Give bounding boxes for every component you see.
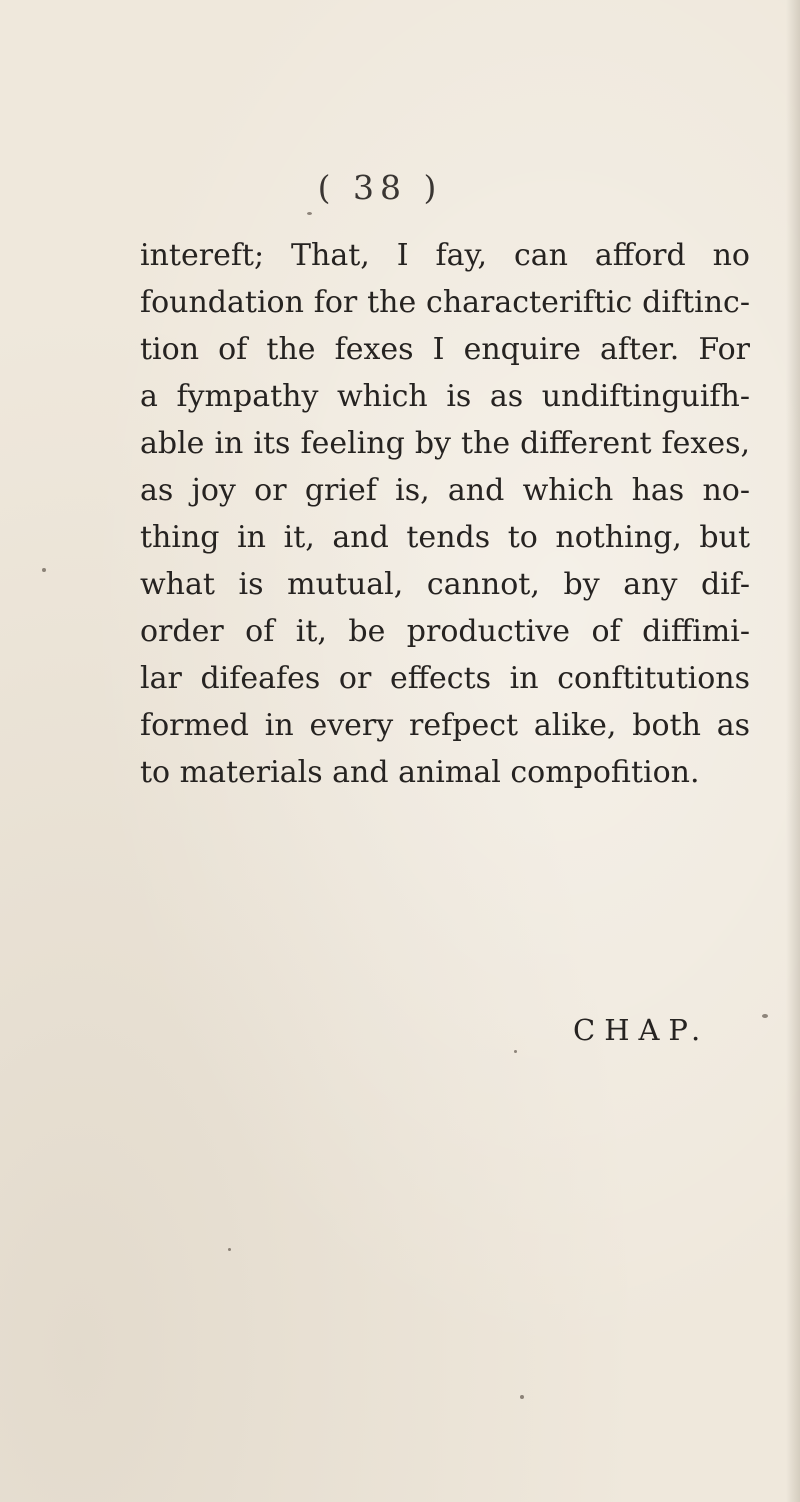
text-line: able in its feeling by the different fexes, bbox=[140, 426, 750, 461]
text-line: a fympathy which is as undiftinguifh- bbox=[140, 379, 750, 414]
paper-speck bbox=[42, 568, 46, 572]
paper-speck bbox=[520, 1395, 524, 1399]
text-line: foundation for the characteriftic diftinc- bbox=[140, 285, 750, 320]
page-number: ( 38 ) bbox=[317, 168, 443, 207]
text-line: what is mutual, cannot, by any dif- bbox=[140, 567, 750, 602]
paper-speck bbox=[762, 1014, 768, 1018]
text-line: order of it, be productive of diffimi- bbox=[140, 614, 750, 649]
text-line: thing in it, and tends to nothing, but bbox=[140, 520, 750, 555]
paper-speck bbox=[307, 212, 312, 215]
paper-speck bbox=[228, 1248, 231, 1251]
text-line: intereft; That, I fay, can afford no bbox=[140, 238, 750, 273]
text-line: formed in every refpect alike, both as bbox=[140, 708, 750, 743]
text-line: tion of the fexes I enquire after. For bbox=[140, 332, 750, 367]
text-line: as joy or grief is, and which has no- bbox=[140, 473, 750, 508]
catchword: CHAP. bbox=[573, 1013, 710, 1047]
text-line: lar difeafes or effects in conftitutions bbox=[140, 661, 750, 696]
text-line: to materials and animal compofition. bbox=[140, 755, 700, 790]
page-edge-shadow bbox=[786, 0, 800, 1502]
body-text bbox=[140, 232, 750, 796]
paper-speck bbox=[514, 1050, 517, 1053]
